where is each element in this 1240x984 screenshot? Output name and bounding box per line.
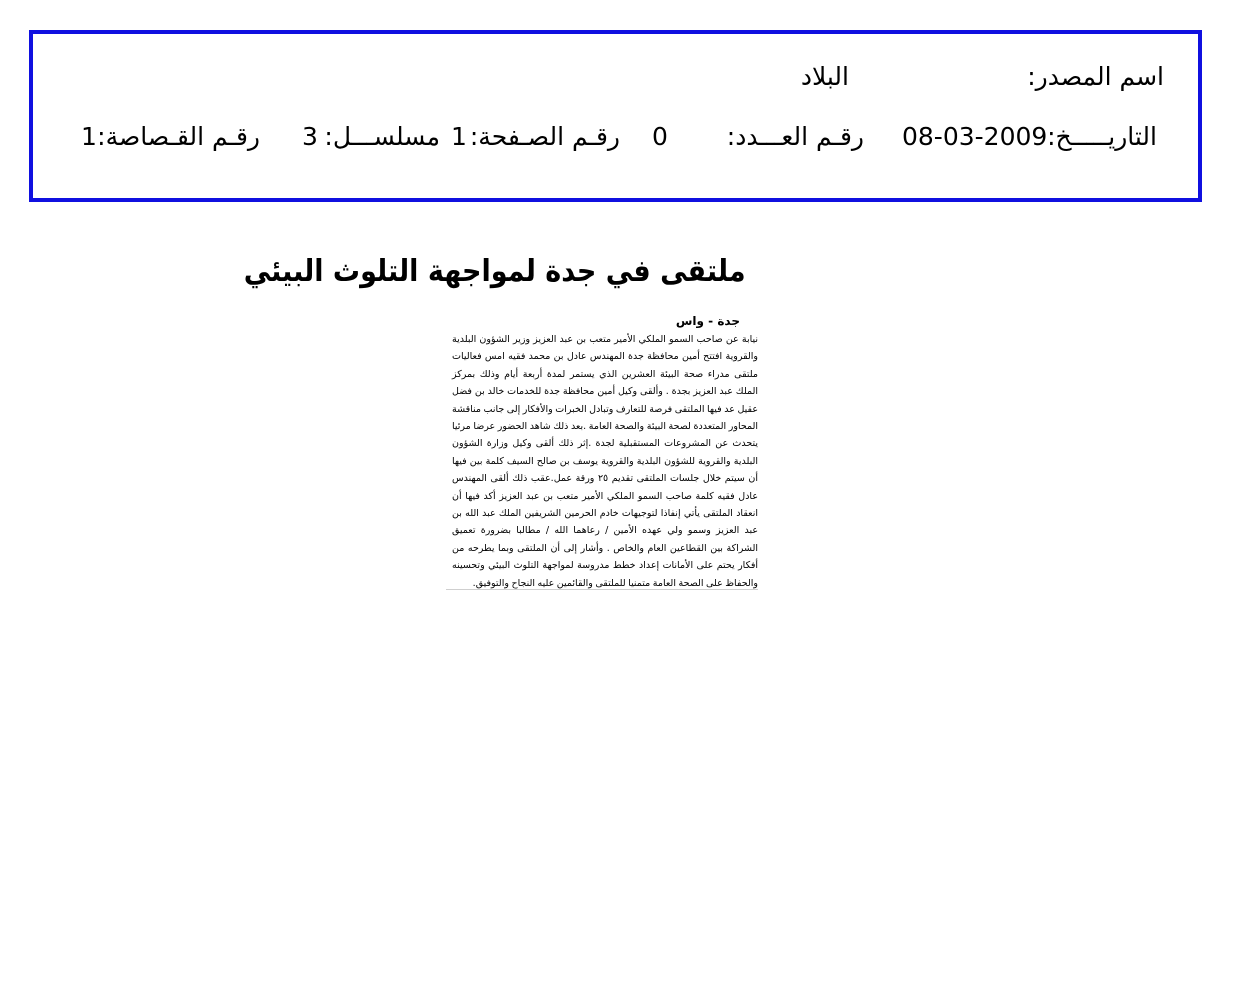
clipping-info-box <box>29 30 1202 202</box>
article-body: نيابة عن صاحب السمو الملكي الأمير متعب بن عبد العزيز وزير الشؤون البلدية والقروية افتتح أمين محافظة جدة المهندس عادل بن محمد فقيه امس فعاليات ملتقى مدراء صحة البيئة العشرين الذي يستمر لمدة أربعة أيام وذلك بمركز الملك عبد العزيز بجدة . وألقى وكيل أمين محافظة جدة للخدمات خالد بن فضل عقيل عد فيها الملتقى فرصة للتعارف وتبادل الخبرات والأفكار إلى جانب مناقشة المحاور المتعددة لصحة البيئة والصحة العامة .بعد ذلك شاهد الحضور عرضا مرئيا يتحدث عن المشروعات المستقبلية لجدة .إثر ذلك ألقى وكيل وزارة الشؤون البلدية والقروية للشؤون البلدية والقروية يوسف بن صالح السيف كلمة بين فيها أن سيتم خلال جلسات الملتقى تقديم ٢٥ ورقة عمل.عقب ذلك ألقى المهندس عادل فقيه كلمة صاحب السمو الملكي الأمير متعب بن عبد العزيز أكد فيها أن انعقاد الملتقى يأتي إنفاذا لتوجيهات خادم الحرمين الشريفين الملك عبد الله بن عبد العزيز وسمو ولي عهده الأمين / رعاهما الله / مطالبا بضرورة تعميق الشراكة بين القطاعين العام والخاص . وأشار إلى أن الملتقى وبما يطرحه من أفكار يحتم على الأمانات إعداد خطط مدروسة لمواجهة التلوث البيئي وتحسينه والحفاظ على الصحة العامة متمنيا للملتقى والقائمين عليه النجاح والتوفيق. <box>452 334 758 589</box>
date-value: 08-03-2009 <box>902 122 1048 151</box>
article-dateline: جدة - واس <box>675 314 740 328</box>
serial-value: 3 <box>302 122 318 151</box>
article-headline: ملتقى في جدة لمواجهة التلوث البيئي <box>244 254 746 289</box>
page-value: 1 <box>451 122 467 151</box>
clip-label: رقـم القـصاصة: <box>97 122 260 151</box>
serial-label: مسلســـل: <box>324 122 440 151</box>
source-label: اسم المصدر: <box>1027 62 1164 91</box>
news-clipping <box>244 245 758 590</box>
page-label: رقـم الصـفحة: <box>469 122 620 151</box>
clip-value: 1 <box>81 122 97 151</box>
issue-label: رقـم العـــدد: <box>726 122 864 151</box>
issue-value: 0 <box>652 122 668 151</box>
article-bottom-rule <box>446 589 758 590</box>
source-value: البلاد <box>800 62 849 91</box>
date-label: التاريـــــخ: <box>1047 122 1157 151</box>
